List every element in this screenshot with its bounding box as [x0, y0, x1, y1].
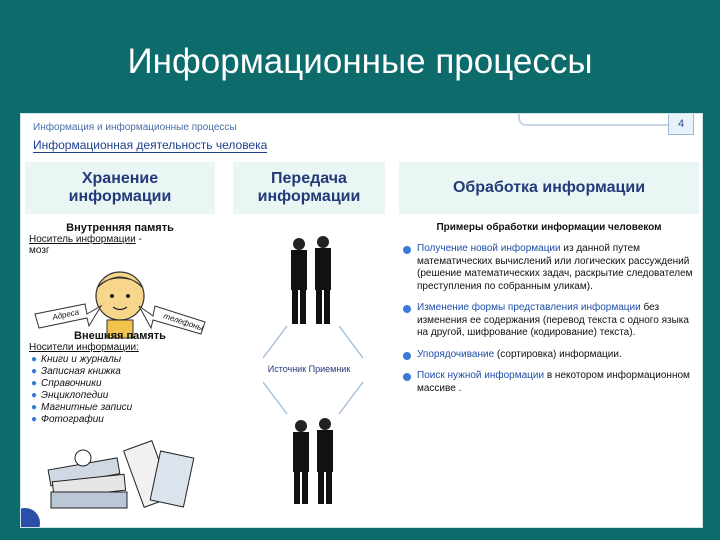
external-item: ● Справочники: [31, 378, 215, 389]
transfer-heading-line1: Передача: [271, 170, 347, 187]
source-receiver-label: Источник Приемник: [267, 364, 351, 374]
processing-item: [401, 243, 697, 293]
content-panel: [20, 113, 703, 528]
processing-item: [401, 349, 697, 362]
arrow-addresses-label: Адреса: [51, 307, 80, 322]
people-illustration-top: [277, 232, 349, 328]
external-memory-heading: Внешняя память: [74, 330, 166, 342]
processing-item-text: без изменения ее содержания (перевод текста с одного языка на другой, шифрование (кодирование) текста).: [417, 302, 689, 338]
internal-carrier-label: Носитель информации: [29, 234, 136, 245]
transfer-heading-line2: информации: [257, 188, 361, 205]
books-and-media-illustration: [43, 434, 203, 514]
panel-header-sub: Информационная деятельность человека: [33, 138, 268, 152]
processing-item-key: Изменение формы представления информации: [417, 302, 641, 313]
storage-external: [25, 326, 215, 426]
processing-item-key: Получение новой информации: [417, 243, 561, 254]
two-people-icon: [293, 418, 333, 504]
corner-decoration: [20, 505, 43, 528]
storage-internal: [25, 218, 215, 256]
processing-item-key: Поиск нужной информации: [417, 370, 545, 381]
processing-column: [401, 218, 697, 404]
arrow-phones-label: телефоны: [162, 311, 205, 333]
people-illustration-bottom: [279, 416, 351, 508]
processing-item: [401, 370, 697, 395]
slide-title: Информационные процессы: [127, 42, 593, 81]
processing-item-text: (сортировка) информации.: [494, 348, 622, 360]
processing-item-text: из данной путем математических вычислений или логических рассуждений (решение математических задач, раскрытие следователем преступления по собранным уликам).: [417, 243, 693, 292]
storage-heading-line1: Хранение: [81, 170, 159, 187]
internal-memory-heading: Внутренняя память: [66, 222, 174, 234]
column-heading-processing: [399, 162, 699, 214]
processing-item: [401, 302, 697, 340]
external-item: ● Фотографии: [31, 414, 215, 425]
processing-examples-heading: Примеры обработки информации человеком: [436, 222, 662, 233]
external-item: ● Магнитные записи: [31, 402, 215, 413]
processing-heading: Обработка информации: [452, 179, 646, 196]
page-number: 4: [668, 114, 694, 135]
external-item: ● Книги и журналы: [31, 354, 215, 365]
header-tab: [518, 114, 668, 126]
column-heading-storage: [25, 162, 215, 214]
external-item: ● Записная книжка: [31, 366, 215, 377]
book-stack-icon: [48, 441, 194, 508]
storage-heading-line2: информации: [68, 188, 172, 205]
panel-header-top: Информация и информационные процессы: [33, 122, 237, 133]
internal-carrier-line: [29, 234, 215, 245]
column-heading-transfer: [233, 162, 385, 214]
processing-item-text: в некотором информационном массиве .: [417, 370, 690, 394]
two-people-icon: [291, 236, 331, 324]
arrow-addresses: [35, 304, 101, 328]
internal-carrier-value: мозг: [29, 245, 50, 256]
external-item: ● Энциклопедии: [31, 390, 215, 401]
internal-carrier-suffix: -: [135, 234, 142, 245]
processing-item-key: Упорядочивание: [417, 348, 495, 360]
external-carriers-label: Носители информации:: [29, 342, 139, 353]
